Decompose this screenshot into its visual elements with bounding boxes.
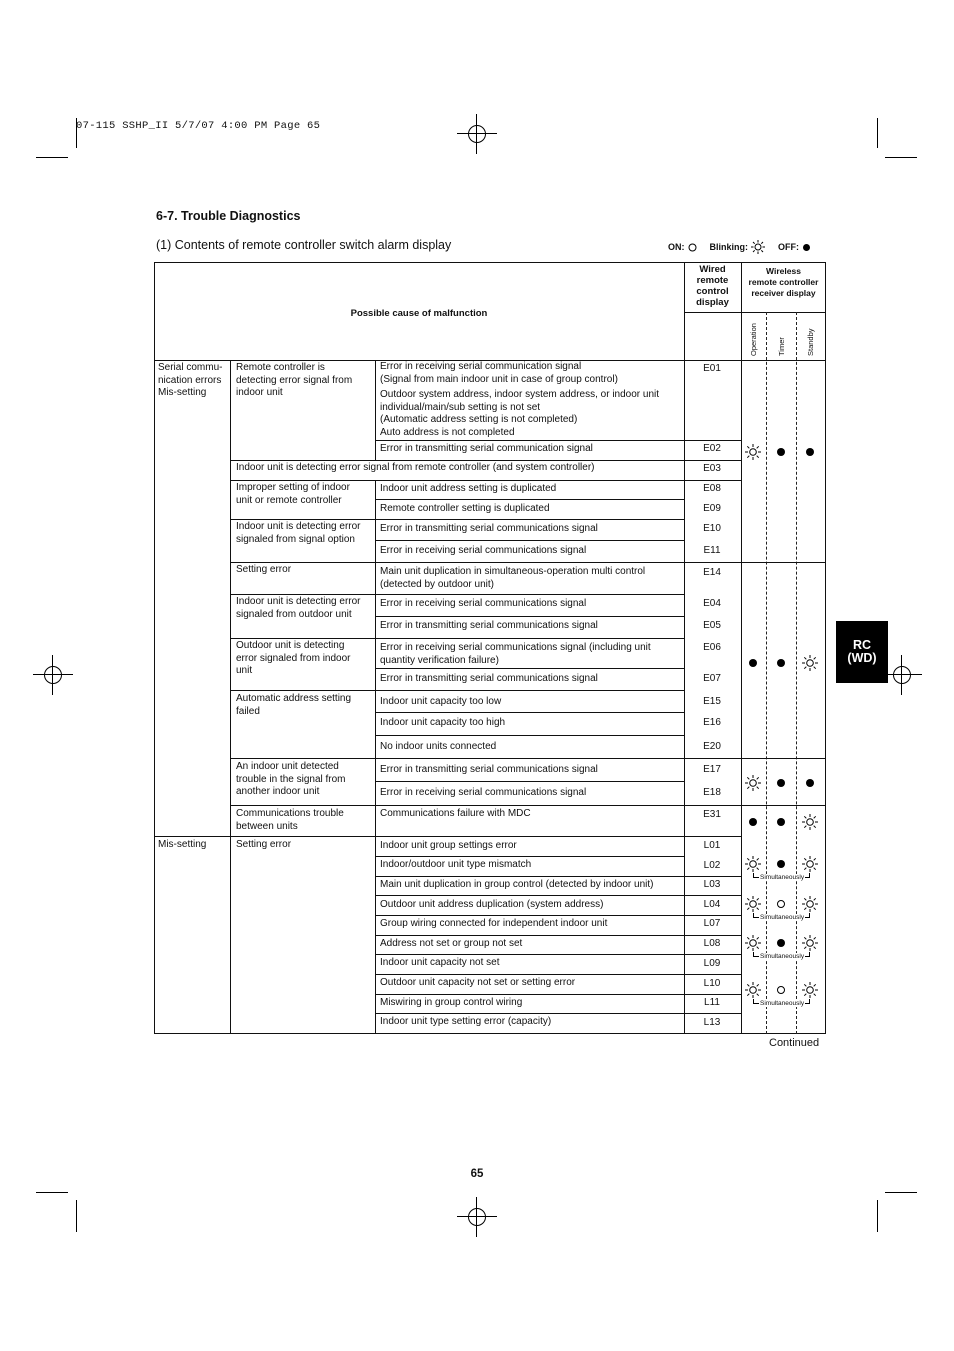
display-legend — [668, 240, 811, 254]
code-cell: L01 — [703, 840, 721, 851]
header-wireless: Wireless remote controller receiver display — [748, 266, 819, 298]
side-tab-rc-wd — [836, 621, 888, 683]
code-cell: E11 — [703, 545, 721, 556]
detail-e08: Indoor unit address setting is duplicated — [380, 483, 557, 494]
off-dot-icon — [777, 860, 785, 868]
sub-cause: Improper setting of indoor unit or remote controller — [236, 482, 350, 506]
off-dot-icon — [777, 659, 785, 667]
simultaneously-label: Simultaneously — [760, 953, 805, 960]
detail-e07: Error in transmitting serial communications signal — [380, 673, 598, 684]
detail-e10: Error in transmitting serial communications signal — [380, 523, 598, 534]
off-dot-icon — [749, 818, 757, 826]
crop-mark — [877, 118, 878, 148]
detail-e06: Error in receiving serial communications signal (including unit quantity verification failure) — [380, 642, 651, 666]
sub-cause: Outdoor unit is detecting error signaled from indoor unit — [236, 640, 351, 676]
category-mis-setting: Mis-setting — [158, 839, 207, 850]
detail-l09: Indoor unit capacity not set — [380, 957, 500, 968]
detail-e01: Error in receiving serial communication signal (Signal from main indoor unit in case of group control) Outdoor system address, indoor system address, or indoor unit individual/main/sub setting is not set (Automatic address setting is not completed) Auto address is not completed — [380, 361, 660, 438]
side-tab-line2: (WD) — [847, 651, 877, 665]
code-cell: E14 — [703, 567, 721, 578]
detail-e04: Error in receiving serial communications signal — [380, 598, 587, 609]
blinking-sun-icon — [745, 775, 761, 796]
simultaneously-label: Simultaneously — [760, 914, 805, 921]
code-cell: E08 — [703, 483, 721, 494]
detail-l02: Indoor/outdoor unit type mismatch — [380, 859, 532, 870]
code-cell: E01 — [703, 363, 721, 374]
code-cell: E04 — [703, 598, 721, 609]
sub-cause: Remote controller is detecting error signal from indoor unit — [236, 362, 353, 398]
code-cell: E09 — [703, 503, 721, 514]
off-dot-icon — [806, 779, 814, 787]
page-number: 65 — [470, 1168, 484, 1180]
header-timer: Timer — [777, 337, 786, 356]
code-cell: E15 — [703, 696, 721, 707]
code-cell: L07 — [703, 918, 721, 929]
blinking-sun-icon — [802, 814, 818, 835]
detail-e15: Indoor unit capacity too low — [380, 696, 502, 707]
crop-mark — [885, 157, 917, 158]
header-operation: Operation — [749, 323, 758, 356]
off-dot-icon — [749, 659, 757, 667]
off-dot-icon — [806, 448, 814, 456]
off-dot-icon — [802, 243, 811, 252]
header-cause: Possible cause of malfunction — [350, 308, 488, 319]
side-tab-line1: RC — [852, 638, 872, 652]
simultaneously-label: Simultaneously — [760, 1000, 805, 1007]
header-standby: Standby — [806, 328, 815, 356]
detail-l10: Outdoor unit capacity not set or setting error — [380, 977, 576, 988]
code-cell: E20 — [703, 741, 721, 752]
detail-e11: Error in receiving serial communications signal — [380, 545, 587, 556]
detail-l13: Indoor unit type setting error (capacity) — [380, 1016, 552, 1027]
code-cell: E03 — [703, 463, 721, 474]
subsection-title: (1) Contents of remote controller switch alarm display — [156, 238, 452, 252]
registration-mark — [457, 1197, 497, 1237]
legend-off-label: OFF: — [778, 242, 799, 252]
sub-cause: Indoor unit is detecting error signaled from outdoor unit — [236, 596, 361, 620]
registration-mark — [882, 655, 922, 695]
sub-cause: Indoor unit is detecting error signal from remote controller (and system controller) — [236, 462, 595, 473]
crop-mark — [885, 1192, 917, 1193]
code-cell: E31 — [703, 809, 721, 820]
alarm-display-table — [154, 262, 826, 1034]
detail-l04: Outdoor unit address duplication (system address) — [380, 899, 604, 910]
on-ring-icon — [688, 243, 697, 252]
on-ring-icon — [777, 900, 785, 908]
sub-cause: Indoor unit is detecting error signaled from signal option — [236, 521, 361, 545]
print-header: 07-115 SSHP_II 5/7/07 4:00 PM Page 65 — [76, 120, 321, 132]
code-cell: L10 — [703, 978, 721, 989]
detail-e16: Indoor unit capacity too high — [380, 717, 506, 728]
blinking-sun-icon — [751, 240, 765, 254]
detail-e05: Error in transmitting serial communications signal — [380, 620, 598, 631]
code-cell: E18 — [703, 787, 721, 798]
registration-mark — [457, 114, 497, 154]
code-cell: L03 — [703, 879, 721, 890]
off-dot-icon — [777, 818, 785, 826]
detail-e14: Main unit duplication in simultaneous-operation multi control (detected by outdoor unit) — [380, 566, 646, 590]
detail-e09: Remote controller setting is duplicated — [380, 503, 550, 514]
legend-on-label: ON: — [668, 242, 685, 252]
sub-cause: Communications trouble between units — [236, 808, 344, 832]
code-cell: L11 — [704, 997, 720, 1008]
code-cell: E07 — [703, 673, 721, 684]
detail-l08: Address not set or group not set — [380, 938, 523, 949]
detail-e17: Error in transmitting serial communications signal — [380, 764, 598, 775]
blinking-sun-icon — [745, 444, 761, 465]
code-cell: L09 — [703, 958, 721, 969]
crop-mark — [36, 157, 68, 158]
detail-e20: No indoor units connected — [380, 741, 497, 752]
detail-e02: Error in transmitting serial communication signal — [380, 443, 593, 454]
crop-mark — [877, 1200, 878, 1232]
registration-mark — [33, 655, 73, 695]
sub-cause: Automatic address setting failed — [236, 693, 352, 717]
detail-l03: Main unit duplication in group control (detected by indoor unit) — [380, 879, 654, 890]
code-cell: E02 — [703, 443, 721, 454]
simultaneously-label: Simultaneously — [760, 874, 805, 881]
detail-l01: Indoor unit group settings error — [380, 840, 517, 851]
sub-cause: Setting error — [236, 839, 292, 850]
on-ring-icon — [777, 986, 785, 994]
crop-mark — [36, 1192, 68, 1193]
off-dot-icon — [777, 779, 785, 787]
sub-cause: Setting error — [236, 564, 292, 575]
continued-note: Continued — [769, 1037, 820, 1049]
detail-e18: Error in receiving serial communications signal — [380, 787, 587, 798]
legend-blinking-label: Blinking: — [709, 242, 748, 252]
detail-e31: Communications failure with MDC — [380, 808, 531, 819]
code-cell: L04 — [703, 899, 721, 910]
detail-l07: Group wiring connected for independent indoor unit — [380, 918, 608, 929]
category-serial-comm: Serial commu- nication errors Mis-setting — [158, 362, 223, 398]
off-dot-icon — [777, 448, 785, 456]
code-cell: L08 — [703, 938, 721, 949]
sub-cause: An indoor unit detected trouble in the signal from another indoor unit — [236, 761, 346, 797]
code-cell: E16 — [703, 717, 721, 728]
code-cell: L13 — [703, 1017, 721, 1028]
code-cell: L02 — [703, 860, 721, 871]
off-dot-icon — [777, 939, 785, 947]
crop-mark — [76, 1200, 77, 1232]
code-cell: E10 — [703, 523, 721, 534]
header-wired: Wired remote control display — [696, 264, 729, 308]
detail-l11: Miswiring in group control wiring — [380, 997, 523, 1008]
code-cell: E17 — [703, 764, 721, 775]
code-cell: E06 — [703, 642, 721, 653]
blinking-sun-icon — [802, 655, 818, 676]
code-cell: E05 — [703, 620, 721, 631]
section-title: 6-7. Trouble Diagnostics — [156, 209, 301, 223]
